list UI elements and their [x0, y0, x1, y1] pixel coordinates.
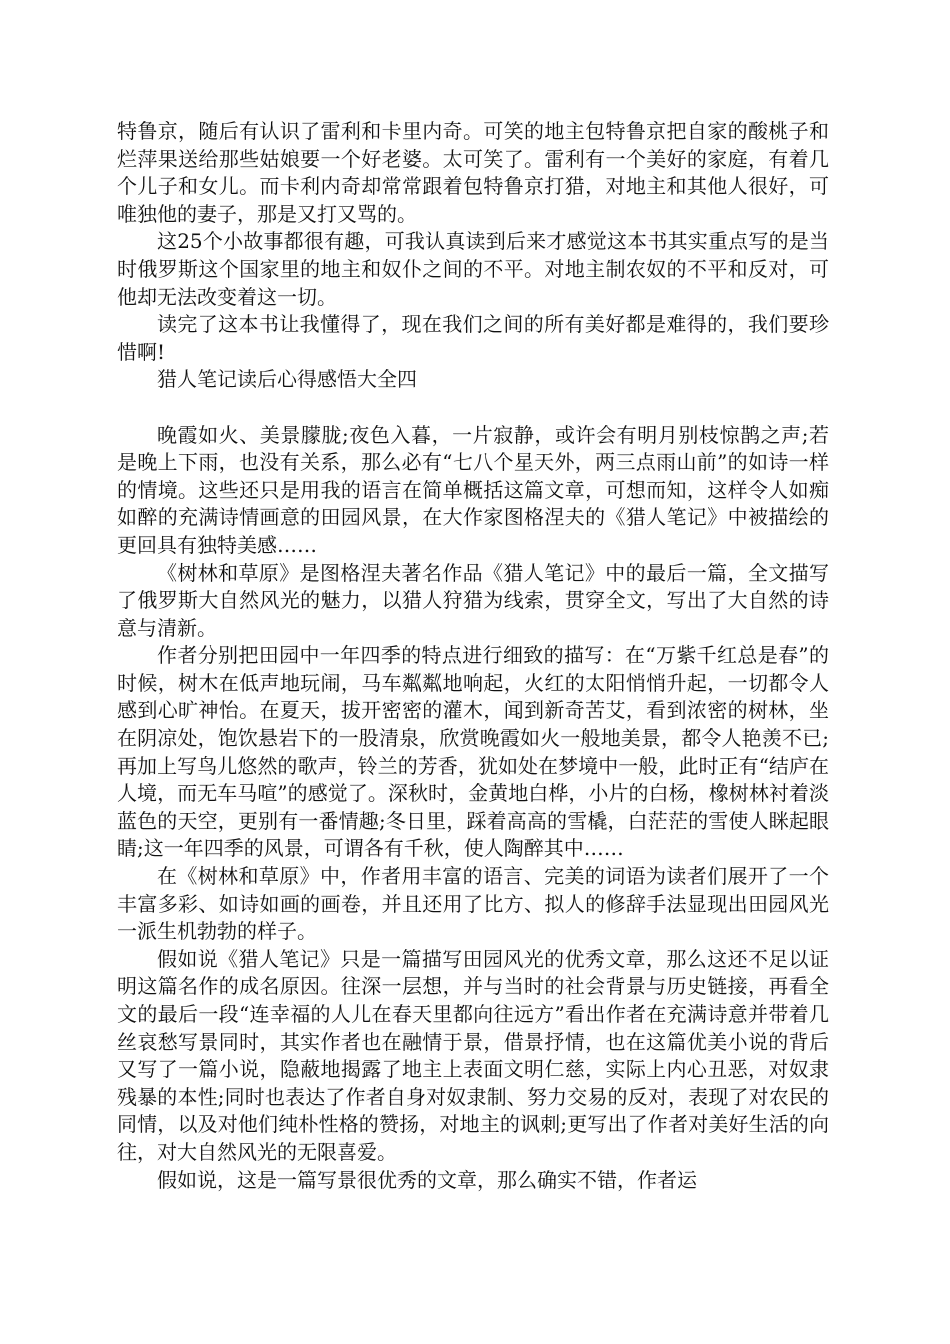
paragraph-2: 这25个小故事都很有趣，可我认真读到后来才感觉这本书其实重点写的是当时俄罗斯这个国家里的地主和奴仆之间的不平。对地主制农奴的不平和反对，可他却无法改变着这一切。 [117, 229, 829, 309]
paragraph-4: 晚霞如火、美景朦胧;夜色入暮，一片寂静，或许会有明月别枝惊鹊之声;若是晚上下雨，也没有关系，那么必有“七八个星天外，两三点雨山前”的如诗一样的情境。这些还只是用我的语言在简单概括这篇文章，可想而知，这样令人如痴如醉的充满诗情画意的田园风景，在大作家图格涅夫的《猎人笔记》中被描绘的更回具有独特美感…… [117, 422, 829, 557]
paragraph-5: 《树林和草原》是图格涅夫著名作品《猎人笔记》中的最后一篇，全文描写了俄罗斯大自然风光的魅力，以猎人狩猎为线索，贯穿全文，写出了大自然的诗意与清新。 [117, 560, 829, 640]
paragraph-9: 假如说，这是一篇写景很优秀的文章，那么确实不错，作者运 [157, 1167, 697, 1192]
paragraph-1: 特鲁京，随后有认识了雷利和卡里内奇。可笑的地主包特鲁京把自家的酸桃子和烂萍果送给那些姑娘要一个好老婆。太可笑了。雷利有一个美好的家庭，有着几个儿子和女儿。而卡利内奇却常常跟着包特鲁京打猎，对地主和其他人很好，可唯独他的妻子，那是又打又骂的。 [117, 119, 829, 226]
paragraph-7: 在《树林和草原》中，作者用丰富的语言、完美的词语为读者们展开了一个丰富多彩、如诗如画的画卷，并且还用了比方、拟人的修辞手法显现出田园风光一派生机勃勃的样子。 [117, 864, 829, 944]
paragraph-6: 作者分别把田园中一年四季的特点进行细致的描写：在“万紫千红总是春”的时候，树木在低声地玩闹，马车粼粼地响起，火红的太阳悄悄升起，一切都令人感到心旷神怡。在夏天，拔开密密的灌木，闻到新奇苦艾，看到浓密的树林，坐在阴凉处，饱饮悬岩下的一股清泉，欣赏晚霞如火一般地美景，都令人艳羡不已;再加上写鸟儿悠然的歌声，铃兰的芳香，犹如处在梦境中一般，此时正有“结庐在人境，而无车马喧”的感觉了。深秋时，金黄地白桦，小片的白杨，橡树林衬着淡蓝色的天空，更别有一番情趣;冬日里，踩着高高的雪橇，白茫茫的雪使人眯起眼睛;这一年四季的风景，可谓各有千秋，使人陶醉其中…… [117, 643, 829, 861]
document-body [117, 118, 829, 1194]
paragraph-3: 读完了这本书让我懂得了，现在我们之间的所有美好都是难得的，我们要珍惜啊! [117, 312, 829, 364]
blank-line [117, 394, 829, 422]
paragraph-8: 假如说《猎人笔记》只是一篇描写田园风光的优秀文章，那么这还不足以证明这篇名作的成名原因。往深一层想，并与当时的社会背景与历史链接，再看全文的最后一段“连幸福的人儿在春天里都向往远方”看出作者在充满诗意并带着几丝哀愁写景同时，其实作者也在融情于景，借景抒情，也在这篇优美小说的背后又写了一篇小说，隐蔽地揭露了地主上表面文明仁慈，实际上内心丑恶，对奴隶残暴的本性;同时也表达了作者自身对奴隶制、努力交易的反对，表现了对农民的同情，以及对他们纯朴性格的赞扬，对地主的讽刺;更写出了作者对美好生活的向往，对大自然风光的无限喜爱。 [117, 946, 829, 1164]
section-heading: 猎人笔记读后心得感悟大全四 [157, 367, 417, 392]
